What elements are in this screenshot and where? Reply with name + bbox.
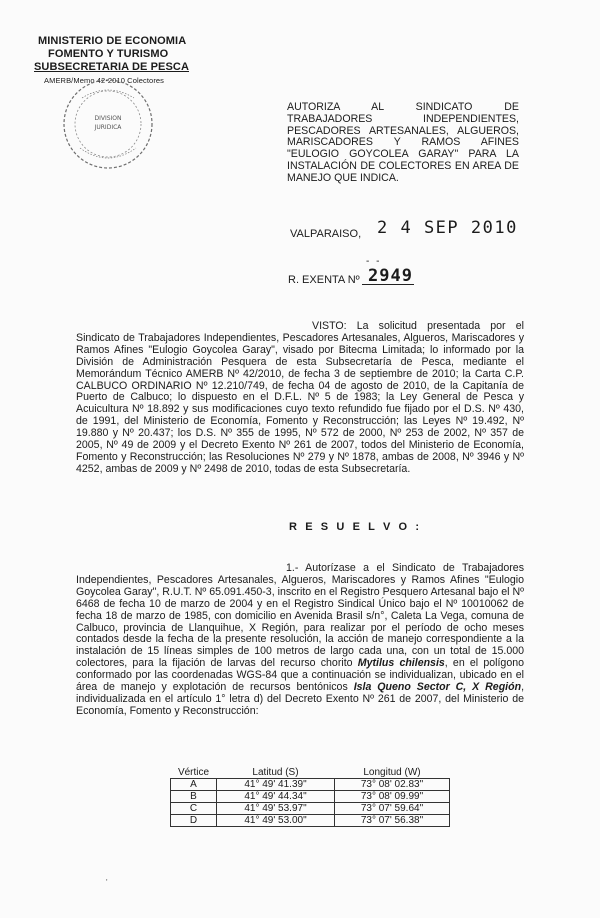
resuelvo-heading: R E S U E L V O : (289, 521, 422, 533)
visto-paragraph (76, 321, 524, 476)
table-row (171, 803, 450, 815)
header-latitud: Latitud (S) (217, 767, 335, 779)
table-row (171, 791, 450, 803)
species-name: Mytilus chilensis (357, 657, 445, 670)
subsecretaria-line: SUBSECRETARIA DE PESCA (34, 61, 189, 73)
coordinates-table (170, 767, 450, 827)
exenta-label: R. EXENTA Nº (288, 274, 360, 286)
seal-text-bottom: JURIDICA (94, 124, 122, 131)
table-header-row (171, 767, 450, 779)
page-speck: ' (106, 878, 108, 887)
stamp-marks: - - (366, 256, 382, 267)
cell-latitud: 41° 49' 41.39" (217, 779, 335, 791)
cell-longitud: 73° 07' 59.64" (335, 803, 450, 815)
cell-vertice: C (171, 803, 217, 815)
header-vertice: Vértice (171, 767, 217, 779)
exenta-number: 2949 (368, 266, 413, 286)
point1-lead: 1.- (286, 562, 299, 574)
official-seal-icon (60, 76, 156, 172)
seal-text-top: DIVISION (94, 115, 122, 122)
cell-longitud: 73° 08' 02.83" (335, 779, 450, 791)
sector-name: Isla Queno Sector C, X Región (353, 681, 522, 694)
cell-vertice: D (171, 815, 217, 827)
visto-lead: VISTO: (312, 320, 347, 332)
header-longitud: Longitud (W) (335, 767, 450, 779)
point1-text-b: , en el polígono conformado por las coordenadas WGS-84 que a continuación se individualizan, ubicado en el área de manejo y explotación de recursos bentónicos (76, 657, 524, 694)
exenta-underline (362, 284, 414, 285)
cell-latitud: 41° 49' 53.00" (217, 815, 335, 827)
memo-reference: AMERB/Memo 42-2010 Colectores (44, 76, 165, 85)
resolution-title: AUTORIZA AL SINDICATO DE TRABAJADORES INDEPENDIENTES, PESCADORES ARTESANALES, ALGUEROS, MARISCADORES Y RAMOS AFINES "EULOGIO GOYCOLEA GARAY" PARA LA INSTALACIÓN DE COLECTORES EN AREA DE MANEJO QUE INDICA. (287, 101, 519, 184)
cell-latitud: 41° 49' 44.34" (217, 791, 335, 803)
cell-vertice: B (171, 791, 217, 803)
visto-text: La solicitud presentada por el Sindicato de Trabajadores Independientes, Pescadores Artesanales, Algueros, Mariscadores y Ramos Afines "Eulogio Goycolea Garay", visado por Bitecma Limitada; lo informado por la División de Administración Pesquera de esta Subsecretaría de Pesca, mediante el Memorándum Técnico AMERB Nº 42/2010, de fecha 3 de septiembre de 2010; la Carta C.P. CALBUCO ORDINARIO Nº 12.210/749, de fecha 04 de agosto de 2010, de la Capitanía de Puerto de Calbuco; lo dispuesto en el D.F.L. Nº 5 de 1983; la Ley General de Pesca y Acuicultura Nº 18.892 y sus modificaciones cuyo texto refundido fue fijado por el D.S. Nº 430, de 1991, del Ministerio de Economía, Fomento y Reconstrucción; las Leyes Nº 19.492, Nº 19.880 y Nº 20.437; los D.S. Nº 355 de 1995, Nº 572 de 2000, Nº 253 de 2002, Nº 357 de 2005, Nº 49 de 2009 y el Decreto Exento Nº 261 de 2007, todos del Ministerio de Economía, Fomento y Reconstrucción; las Resoluciones Nº 279 y Nº 1878, ambas de 2008, Nº 3946 y Nº 4252, ambas de 2009 y Nº 2498 de 2010, todas de esta Subsecretaría. (76, 320, 524, 475)
resolution-date-stamp: 2 4 SEP 2010 (377, 218, 518, 238)
ministry-line: MINISTERIO DE ECONOMIA (38, 35, 187, 47)
cell-longitud: 73° 07' 56.38" (335, 815, 450, 827)
point1-paragraph (76, 563, 524, 718)
ministry-subline: FOMENTO Y TURISMO (48, 48, 169, 60)
table-row (171, 815, 450, 827)
place-label: VALPARAISO, (290, 228, 362, 240)
point1-text-a: Autorízase a el Sindicato de Trabajadores Independientes, Pescadores Artesanales, Algueros, Mariscadores y Ramos Afines "Eulogio Goycolea Garay", R.U.T. Nº 65.091.450-3, inscrito en el Registro Pesquero Artesanal bajo el Nº 6468 de fecha 10 de marzo de 2004 y en el Registro Sindical Único bajo el Nº 10010062 de fecha 18 de marzo de 1985, con domicilio en Avenida Brasil s/n°, Caleta La Vega, comuna de Calbuco, provincia de Llanquihue, X Región, para realizar por el período de ocho meses contados desde la fecha de la presente resolución, la acción de manejo correspondiente a la instalación de 15 líneas simples de 100 metros de largo cada una, con un total de 15.000 colectores, para la fijación de larvas del recurso chorito (76, 562, 524, 670)
cell-latitud: 41° 49' 53.97" (217, 803, 335, 815)
table-row (171, 779, 450, 791)
cell-longitud: 73° 08' 09.99" (335, 791, 450, 803)
cell-vertice: A (171, 779, 217, 791)
point1-text-c: , individualizada en el artículo 1° letra d) del Decreto Exento Nº 261 de 2007, del Ministerio de Economía, Fomento y Reconstrucción: (76, 681, 525, 717)
